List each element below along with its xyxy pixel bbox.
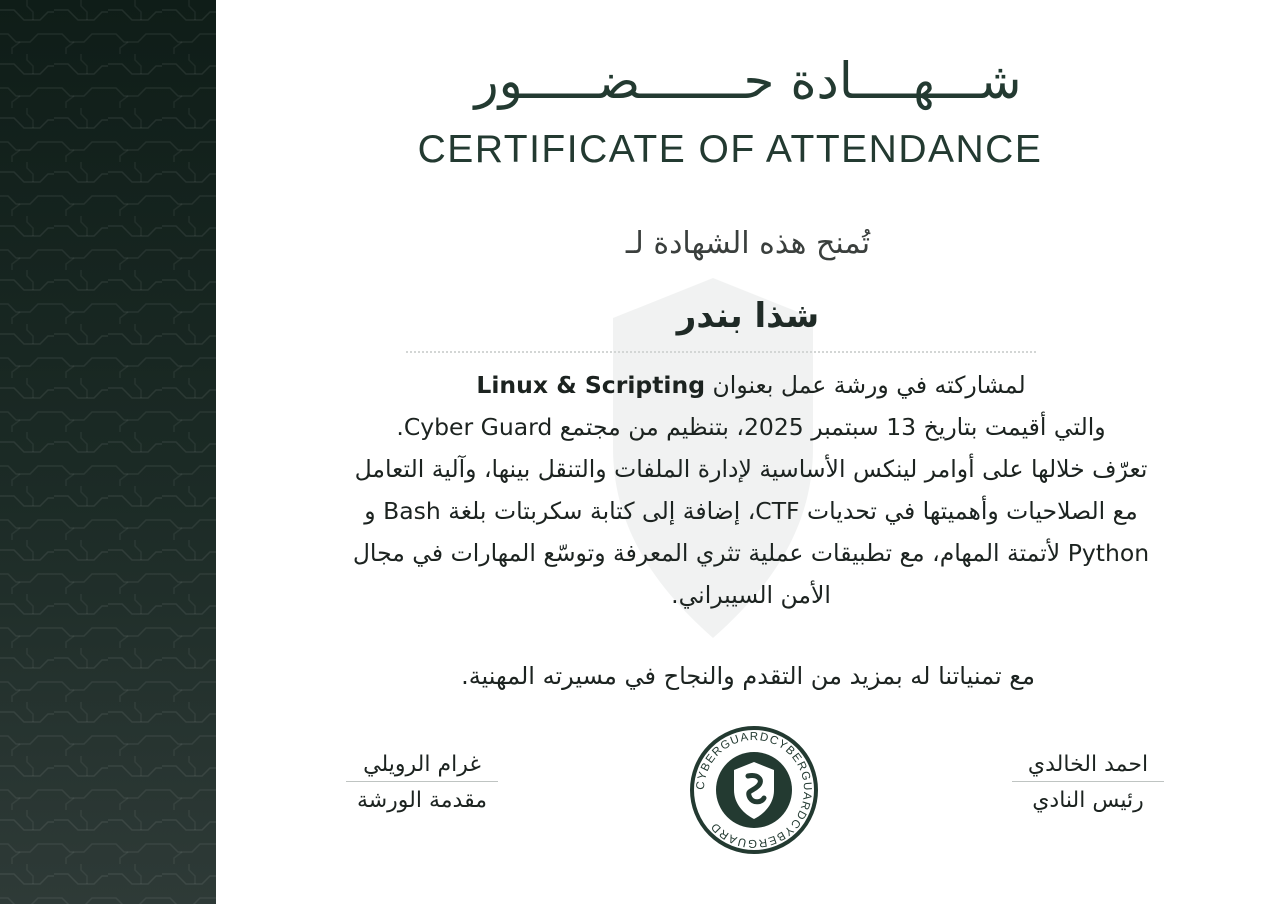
description-line: تعرّف خلالها على أوامر لينكس الأساسية لإدارة الملفات والتنقل بينها، وآلية التعامل <box>354 455 1148 483</box>
signature-role: مقدمة الورشة <box>356 788 488 813</box>
signature-presenter <box>346 752 498 813</box>
description-line: Python لأتمتة المهام، مع تطبيقات عملية تثري المعرفة وتوسّع المهارات في مجال <box>352 539 1150 567</box>
logo-ring-text: CYBERGUARDCYBERGUARDCYBERGUARD <box>694 730 814 850</box>
workshop-title: Linux & Scripting <box>476 371 706 399</box>
closing-wish: مع تمنياتنا له بمزيد من التقدم والنجاح في مسيرته المهنية. <box>461 662 1035 690</box>
recipient-name: شذا بندر <box>676 296 820 336</box>
circuit-pattern <box>0 0 216 904</box>
certificate-body <box>216 0 1280 904</box>
title-english: CERTIFICATE OF ATTENDANCE <box>417 128 1043 171</box>
name-divider <box>406 351 1036 353</box>
granted-to-label: تُمنح هذه الشهادة لـ <box>625 226 871 261</box>
signature-role: رئيس النادي <box>1032 788 1144 813</box>
description-line <box>236 364 1266 406</box>
description-line: مع الصلاحيات وأهميتها في تحديات CTF، إضافة إلى كتابة سكربتات بلغة Bash و <box>364 497 1138 525</box>
decorative-sidebar <box>0 0 216 904</box>
description-line: والتي أقيمت بتاريخ 13 سبتمبر 2025، بتنظيم من مجتمع Cyber Guard. <box>396 413 1106 441</box>
signature-name: احمد الخالدي <box>1012 752 1164 782</box>
description-prefix: لمشاركته في ورشة عمل بعنوان <box>712 371 1026 399</box>
signature-name: غرام الرويلي <box>346 752 498 782</box>
certificate-description <box>236 364 1266 616</box>
title-arabic: شـــهــــادة حـــــــضـــــور <box>474 52 1022 110</box>
cyberguard-logo <box>688 724 820 856</box>
signature-president <box>1012 752 1164 813</box>
description-line: الأمن السيبراني. <box>671 581 831 609</box>
